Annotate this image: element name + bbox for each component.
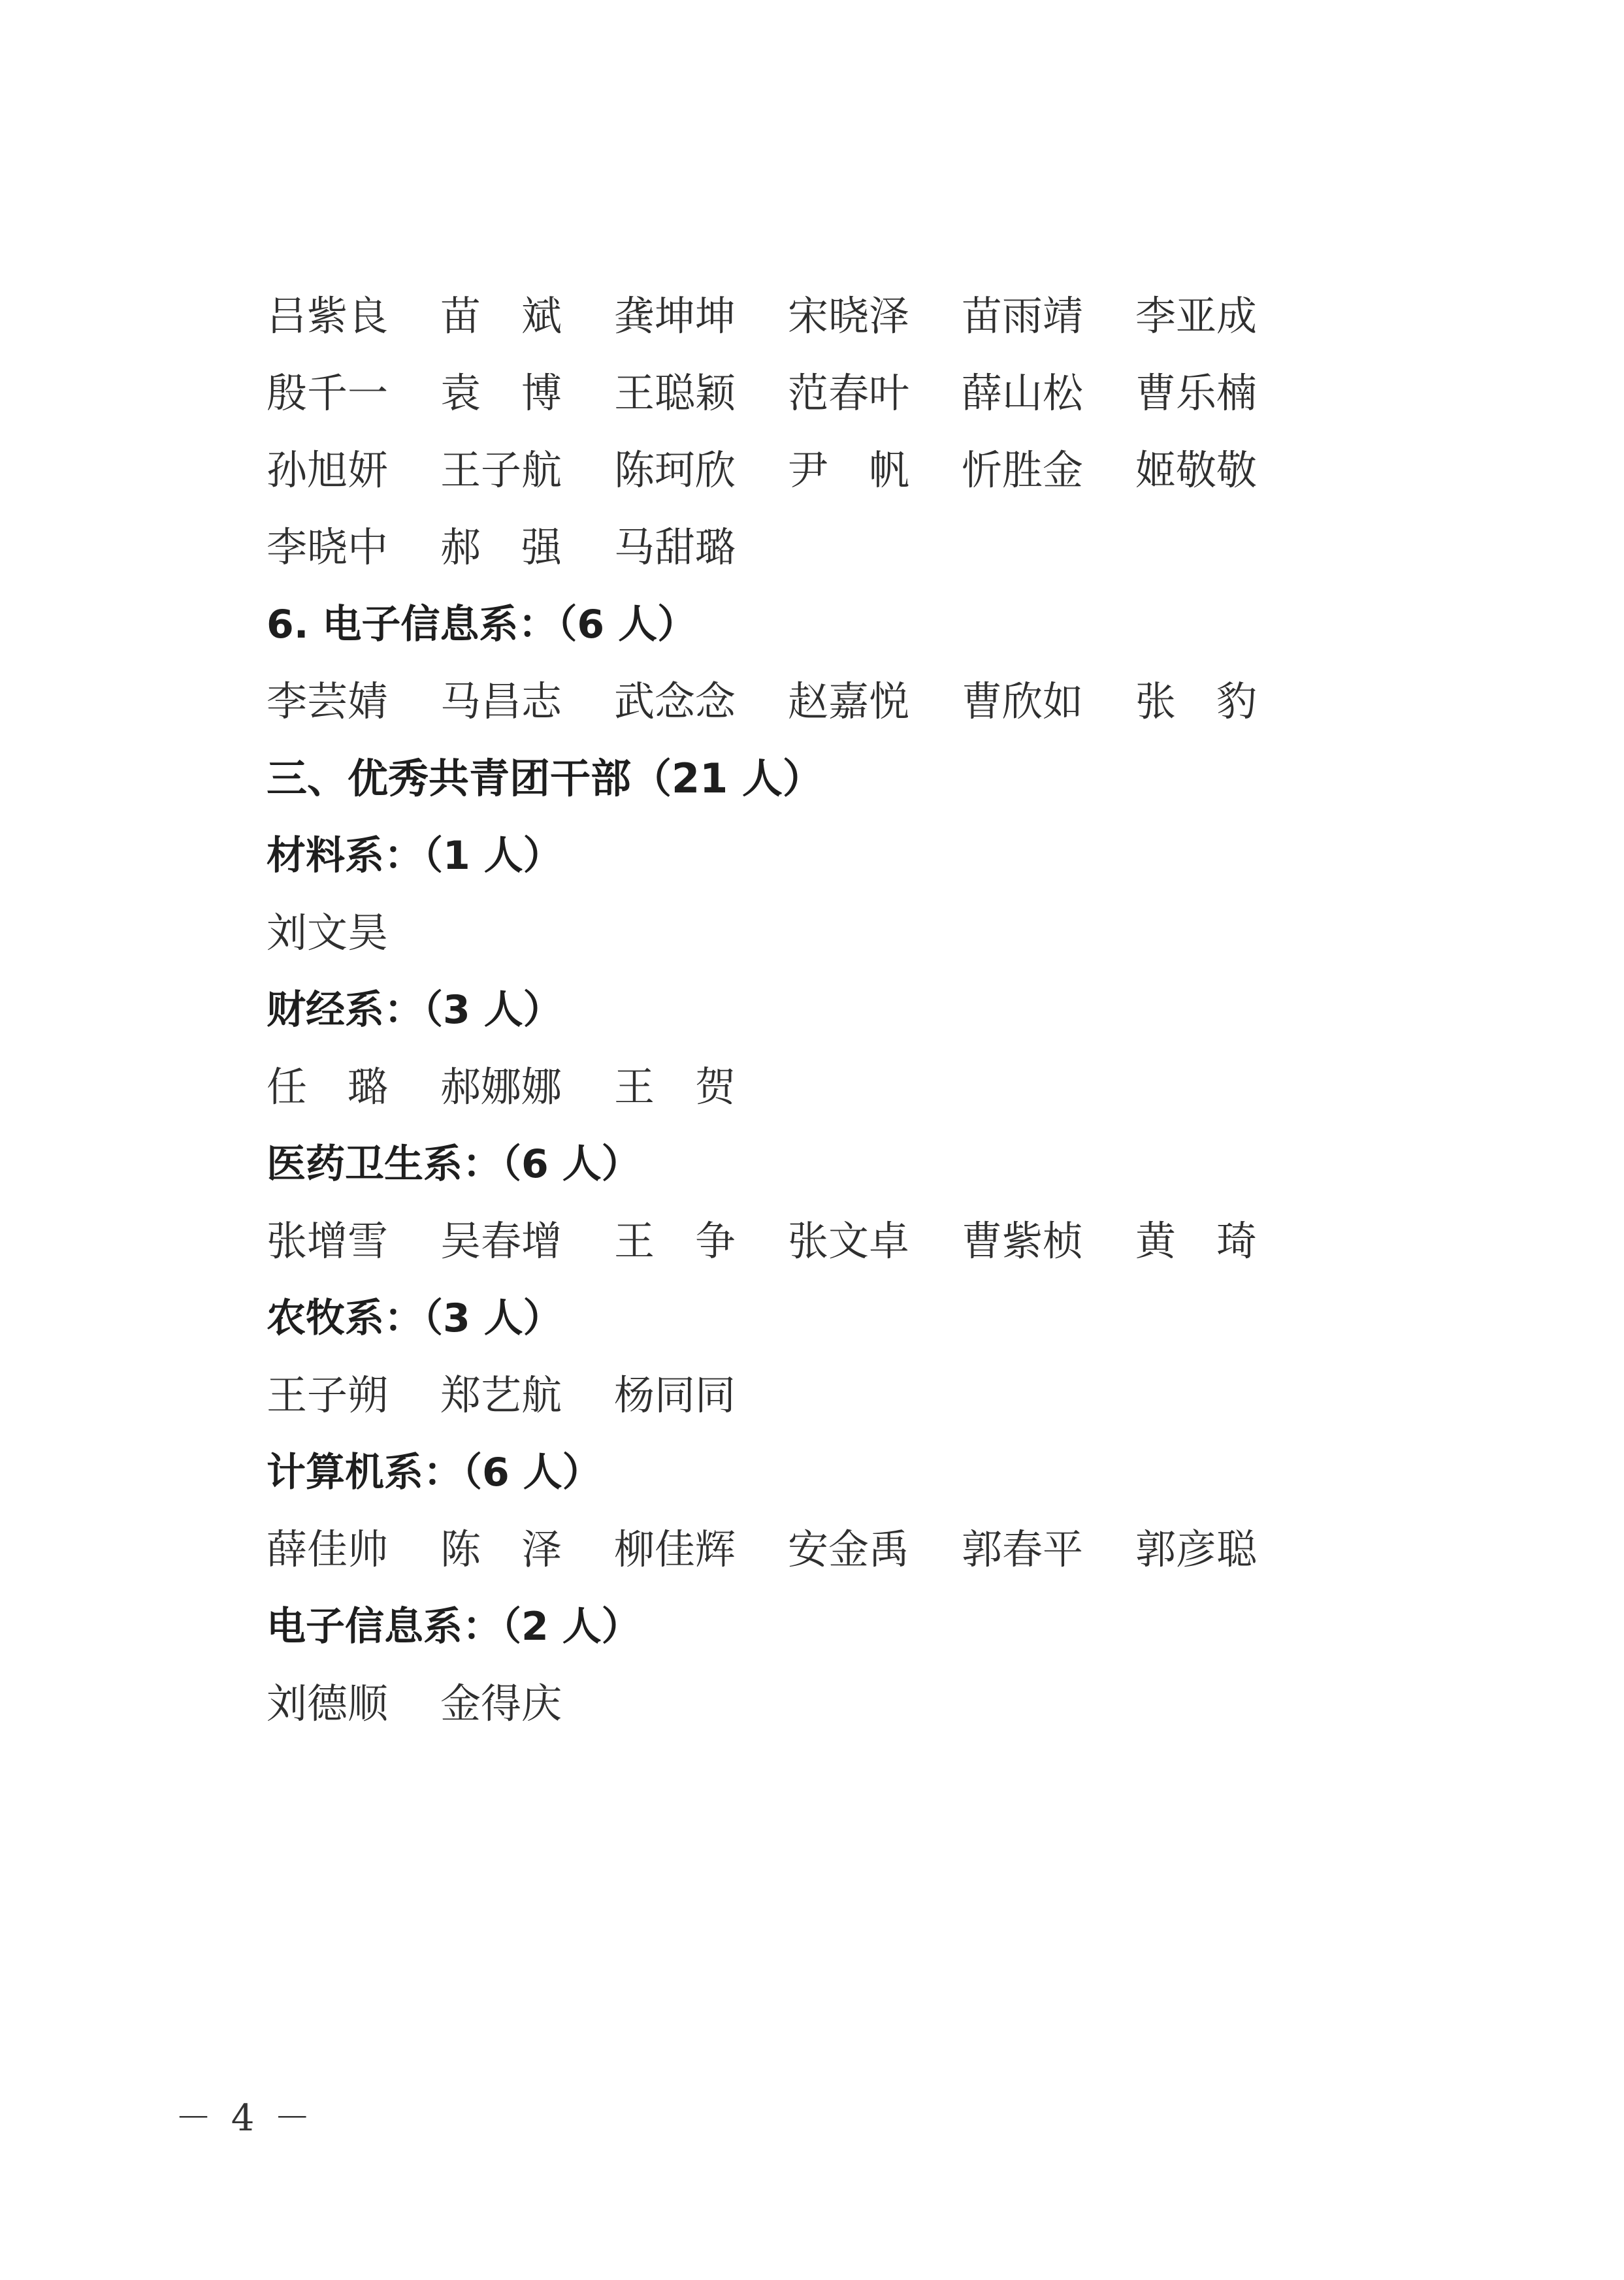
document-body xyxy=(267,278,1351,1742)
department-heading: 电子信息系：（2 人） xyxy=(267,1604,641,1650)
person-name: 王子航 xyxy=(440,446,562,494)
person-name: 武念念 xyxy=(614,677,736,725)
person-name: 张 豹 xyxy=(1135,677,1258,725)
department-heading: 材料系：（1 人） xyxy=(267,833,562,879)
person-name: 赵嘉悦 xyxy=(788,677,910,725)
person-name: 龚坤坤 xyxy=(614,292,736,340)
person-name: 王聪颖 xyxy=(614,369,736,417)
person-name: 袁 博 xyxy=(440,369,562,417)
department-heading: 6. 电子信息系：（6 人） xyxy=(267,602,697,647)
person-name: 陈 泽 xyxy=(440,1525,562,1573)
person-name: 薛佳帅 xyxy=(267,1525,389,1573)
name-row xyxy=(267,278,1351,355)
person-name: 苗 斌 xyxy=(440,292,562,340)
name-row xyxy=(267,1511,1351,1588)
person-name: 曹紫桢 xyxy=(962,1217,1084,1265)
person-name: 黄 琦 xyxy=(1135,1217,1258,1265)
page-number: － 4 － xyxy=(175,2097,315,2140)
person-name: 张文卓 xyxy=(788,1217,910,1265)
name-row xyxy=(267,432,1351,509)
person-name: 马昌志 xyxy=(440,677,562,725)
person-name: 姬敬敬 xyxy=(1135,446,1258,494)
department-heading: 财经系：（3 人） xyxy=(267,987,562,1033)
name-row xyxy=(267,1665,1351,1742)
person-name: 宋晓泽 xyxy=(788,292,910,340)
person-name: 马甜璐 xyxy=(614,523,736,571)
person-name: 杨同同 xyxy=(614,1371,736,1419)
name-row xyxy=(267,1049,1351,1126)
person-name: 苗雨靖 xyxy=(962,292,1084,340)
department-heading: 计算机系：（6 人） xyxy=(267,1450,602,1495)
name-row xyxy=(267,509,1351,586)
person-name: 王 争 xyxy=(614,1217,736,1265)
person-name: 郑艺航 xyxy=(440,1371,562,1419)
person-name: 薛山松 xyxy=(962,369,1084,417)
person-name: 张增雪 xyxy=(267,1217,389,1265)
name-row xyxy=(267,1203,1351,1280)
section-heading: 三、优秀共青团干部（21 人） xyxy=(267,755,823,802)
person-name: 李晓中 xyxy=(267,523,389,571)
person-name: 金得庆 xyxy=(440,1680,562,1727)
name-row xyxy=(267,1357,1351,1434)
person-name: 殷千一 xyxy=(267,369,389,417)
person-name: 郭春平 xyxy=(962,1525,1084,1573)
person-name: 郭彦聪 xyxy=(1135,1525,1258,1573)
person-name: 陈珂欣 xyxy=(614,446,736,494)
person-name: 吕紫良 xyxy=(267,292,389,340)
person-name: 曹乐楠 xyxy=(1135,369,1258,417)
person-name: 刘文昊 xyxy=(267,909,389,956)
person-name: 王子朔 xyxy=(267,1371,389,1419)
person-name: 刘德顺 xyxy=(267,1680,389,1727)
person-name: 郝 强 xyxy=(440,523,562,571)
person-name: 忻胜金 xyxy=(962,446,1084,494)
name-row xyxy=(267,355,1351,432)
department-heading: 农牧系：（3 人） xyxy=(267,1295,562,1341)
department-heading: 医药卫生系：（6 人） xyxy=(267,1141,641,1187)
person-name: 李芸婧 xyxy=(267,677,389,725)
person-name: 李亚成 xyxy=(1135,292,1258,340)
name-row xyxy=(267,663,1351,740)
person-name: 孙旭妍 xyxy=(267,446,389,494)
person-name: 尹 帆 xyxy=(788,446,910,494)
person-name: 任 璐 xyxy=(267,1063,389,1111)
person-name: 范春叶 xyxy=(788,369,910,417)
person-name: 曹欣如 xyxy=(962,677,1084,725)
person-name: 郝娜娜 xyxy=(440,1063,562,1111)
name-row xyxy=(267,894,1351,971)
person-name: 柳佳辉 xyxy=(614,1525,736,1573)
person-name: 王 贺 xyxy=(614,1063,736,1111)
person-name: 吴春增 xyxy=(440,1217,562,1265)
person-name: 安金禹 xyxy=(788,1525,910,1573)
